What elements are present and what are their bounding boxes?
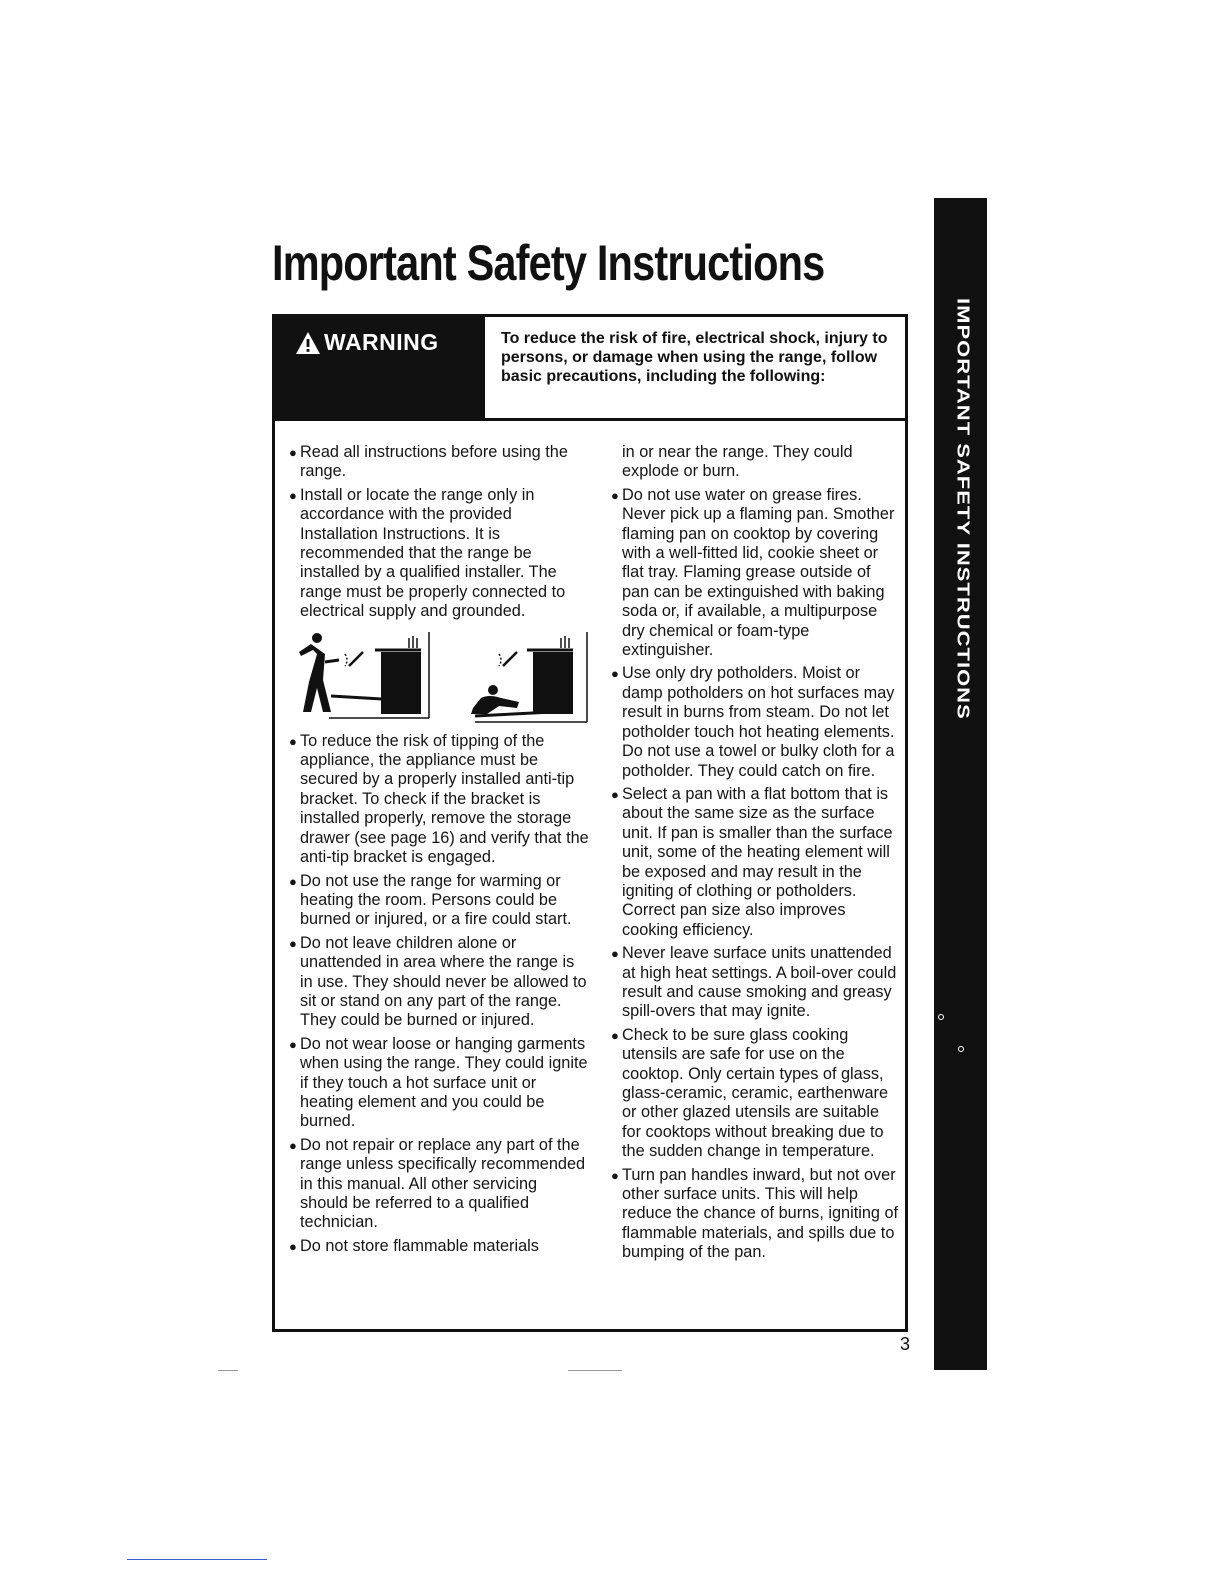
list-item-text: Install or locate the range only in accordance with the provided Installation Instructions. It is recommended that the range be installed by a qualified installer. The range must be properly connected to electrical supply and grounded. [300,485,566,621]
bullet-icon: ● [611,786,619,802]
list-item [289,1237,589,1256]
right-column [611,443,901,1267]
bullet-icon: ● [611,1167,619,1183]
anti-tip-illustration [289,632,589,724]
list-item [611,1166,901,1263]
footer-rule [127,1559,267,1560]
bullet-icon: ● [611,946,619,962]
bullet-icon: ● [611,1027,619,1043]
list-item-text: in or near the range. They could explode or burn. [622,443,853,481]
side-tab-dot [958,1046,964,1052]
warning-divider [275,418,905,421]
list-item [611,944,901,1022]
bullet-icon: ● [289,487,297,503]
list-item-text: Do not use water on grease fires. Never pick up a flaming pan. Smother flaming pan on cooktop by covering with a well-fitted lid, cookie sheet or flat tray. Flaming grease outside of pan can be extinguished with baking soda or, if available, a multipurpose dry chemical or foam-type extinguisher. [622,485,895,660]
list-item-text: Select a pan with a flat bottom that is about the same size as the surface unit. If pan is smaller than the surface unit, some of the heating element will be exposed and may result in the igniting of clothing or potholders. Correct pan size also improves cooking efficiency. [622,784,893,939]
page-title: Important Safety Instructions [272,235,825,291]
safety-instructions-box [272,314,908,1332]
warning-text: To reduce the risk of fire, electrical shock, injury to persons, or damage when using the range, follow basic precautions, including the following: [501,330,888,385]
bullet-icon: ● [289,1036,297,1052]
list-item-text: Do not leave children alone or unattended in area where the range is in use. They should never be allowed to sit or stand on any part of the range. They could be burned or injured. [300,933,587,1030]
warning-banner [275,317,485,418]
list-item-text: Read all instructions before using the range. [300,443,568,481]
list-item-text: Do not wear loose or hanging garments when using the range. They could ignite if they touch a hot surface unit or heating element and you could be burned. [300,1034,588,1131]
list-item [289,1136,589,1233]
list-item-text: Use only dry potholders. Moist or damp potholders on hot surfaces may result in burns from steam. Do not let potholder touch hot heating elements. Do not use a towel or bulky cloth for a potholder. They could catch on fire. [622,664,895,780]
bullet-icon: ● [289,445,297,460]
bullet-icon: ● [289,733,297,749]
child-climbing-on-range-door-icon [441,632,591,724]
bullet-icon: ● [611,666,619,682]
list-item [611,1026,901,1162]
bullet-icon: ● [289,873,297,889]
list-item-text: Check to be sure glass cooking utensils are safe for use on the cooktop. Only certain types of glass, glass-ceramic, ceramic, earthenware or other glazed utensils are suitable for cooktops without breaking due to the sudden change in temperature. [622,1025,889,1161]
list-item [289,872,589,930]
side-tab-dot [938,1014,944,1020]
list-item [289,732,589,868]
bullet-icon: ● [611,487,619,503]
list-item [289,486,589,622]
side-tab-label: IMPORTANT SAFETY INSTRUCTIONS [953,298,974,720]
list-item [611,785,901,940]
list-item-text: Do not repair or replace any part of the range unless specifically recommended in this manual. All other servicing should be referred to a qualified technician. [300,1135,586,1232]
bullet-icon: ● [289,935,297,951]
left-column [289,443,589,1260]
list-item-text: Do not store flammable materials [300,1236,539,1255]
list-item [289,1035,589,1132]
warning-label [295,329,439,356]
footer-mark [568,1370,622,1371]
list-item [611,664,901,780]
bullet-icon: ● [289,1238,297,1254]
list-item [289,934,589,1031]
list-item [289,443,589,482]
warning-label-text: WARNING [324,329,439,355]
list-item-text: Turn pan handles inward, but not over other surface units. This will help reduce the chance of burns, igniting of flammable materials, and spills due to bumping of the pan. [622,1165,899,1262]
bullet-icon: ● [289,1137,297,1153]
list-item-text: Do not use the range for warming or heating the room. Persons could be burned or injured, or a fire could start. [300,871,572,929]
list-item-text: Never leave surface units unattended at high heat settings. A boil-over could result and cause smoking and greasy spill-overs that may ignite. [622,944,897,1021]
list-item-continuation [611,443,901,482]
warning-triangle-icon [295,331,321,355]
footer-mark [218,1370,238,1371]
page-number: 3 [900,1334,911,1354]
list-item-text: To reduce the risk of tipping of the appliance, the appliance must be secured by a properly installed anti-tip bracket. To check if the bracket is installed properly, remove the storage drawer (see page 16) and verify that the anti-tip bracket is engaged. [300,731,589,867]
person-standing-on-range-door-icon [289,632,439,724]
list-item [611,486,901,661]
